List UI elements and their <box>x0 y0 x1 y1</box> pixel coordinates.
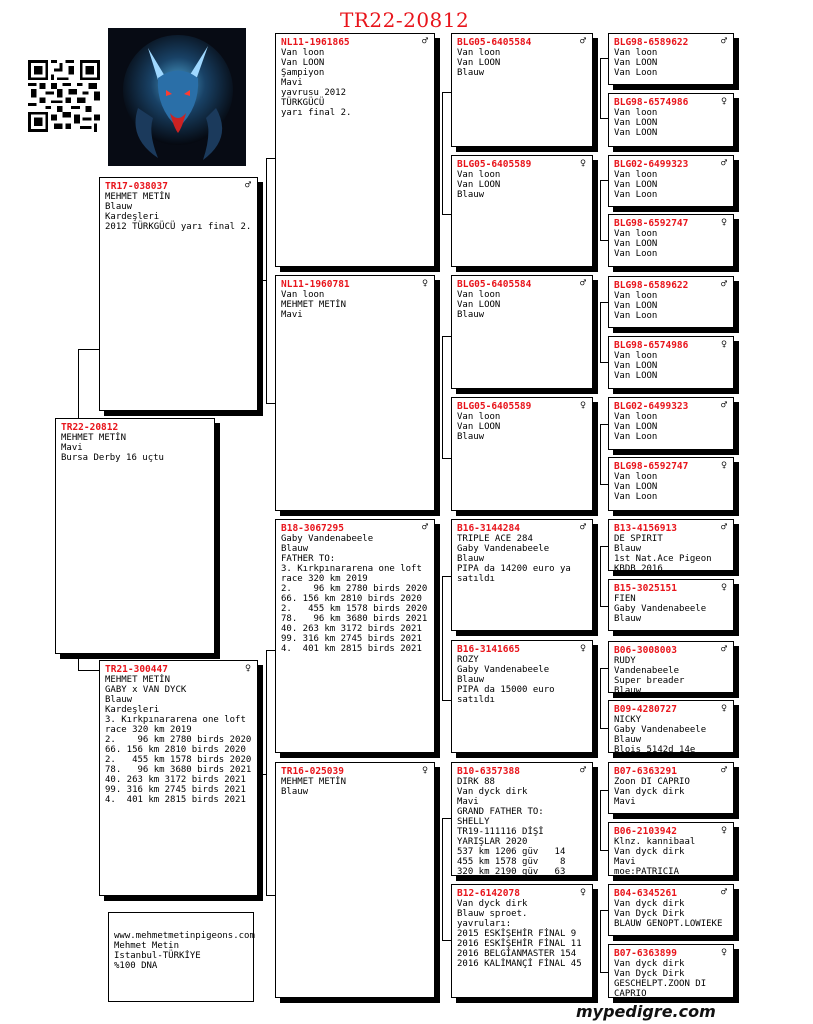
qr-code-icon <box>28 60 100 132</box>
pigeon-card[interactable] <box>451 762 593 876</box>
connector <box>600 118 608 119</box>
pigeon-card[interactable] <box>608 214 734 267</box>
pigeon-detail-line: CAPRIO <box>614 989 647 998</box>
sex-icon: ♀ <box>720 96 727 107</box>
sex-icon: ♀ <box>244 663 251 674</box>
pigeon-detail-line: RUDY <box>614 656 636 666</box>
sex-icon: ♂ <box>720 400 727 411</box>
connector <box>442 336 451 337</box>
pigeon-card[interactable] <box>608 155 734 207</box>
pigeon-detail-line: Van loon <box>614 108 658 118</box>
connector <box>600 362 608 363</box>
sex-icon: ♀ <box>579 887 586 898</box>
connector <box>442 458 451 459</box>
pigeon-card[interactable] <box>451 640 593 753</box>
pigeon-card[interactable] <box>608 579 734 631</box>
ring-number: BLG05-6405584 <box>457 37 532 48</box>
pigeon-detail-line: Van LOON <box>614 180 658 190</box>
pigeon-detail-line: 66. 156 km 2810 birds 2020 <box>281 594 422 604</box>
pigeon-detail-line: Blauw <box>457 190 485 200</box>
pigeon-card[interactable] <box>275 762 435 998</box>
pigeon-detail-line: 320 km 2190 güv 63 <box>457 867 566 876</box>
pigeon-detail-line: FIEN <box>614 594 636 604</box>
pigeon-detail-line: 40. 263 km 3172 birds 2021 <box>105 775 246 785</box>
pigeon-detail-line: Mavi <box>281 310 303 320</box>
pigeon-detail-line: Van dyck dirk <box>457 787 528 797</box>
pigeon-card[interactable] <box>451 519 593 631</box>
pigeon-detail-line: Blauw <box>457 68 485 78</box>
connector <box>442 336 443 458</box>
sex-icon: ♂ <box>244 180 251 191</box>
ring-number: TR16-025039 <box>281 766 344 777</box>
pigeon-detail-line: Van LOON <box>457 300 501 310</box>
pigeon-detail-line: 4. 401 km 2815 birds 2021 <box>105 795 246 805</box>
pigeon-card[interactable] <box>608 33 734 85</box>
pigeon-detail-line: YARIŞLAR 2020 <box>457 837 528 847</box>
pigeon-card[interactable] <box>608 762 734 814</box>
sex-icon: ♂ <box>720 158 727 169</box>
ring-number: TR22-20812 <box>61 422 119 433</box>
pigeon-detail-line: Van LOON <box>614 239 658 249</box>
sex-icon: ♂ <box>579 278 586 289</box>
connector <box>600 910 601 972</box>
pigeon-card[interactable] <box>608 336 734 389</box>
pigeon-detail-line: Van loon <box>614 412 658 422</box>
pigeon-detail-line: Van LOON <box>614 128 658 138</box>
pigeon-detail-line: Van dyck dirk <box>614 787 685 797</box>
owner-location: Istanbul-TÜRKİYE <box>114 951 201 961</box>
ring-number: B15-3025151 <box>614 583 677 594</box>
connector <box>600 58 608 59</box>
pigeon-detail-line: 99. 316 km 2745 birds 2021 <box>105 785 246 795</box>
pigeon-detail-line: 3. Kırkpınararena one loft <box>105 715 246 725</box>
pigeon-detail-line: Blauw sproet. <box>457 909 528 919</box>
connector <box>600 790 601 850</box>
pigeon-detail-line: Mavi <box>457 797 479 807</box>
connector <box>442 818 451 819</box>
sex-icon: ♂ <box>720 765 727 776</box>
connector <box>600 302 608 303</box>
connector <box>266 650 275 651</box>
connector <box>600 668 601 728</box>
ring-number: BLG05-6405584 <box>457 279 532 290</box>
pigeon-detail-line: MEHMET METİN <box>105 192 171 202</box>
owner-name: Mehmet Metin <box>114 941 180 951</box>
pigeon-detail-line: Van LOON <box>457 422 501 432</box>
connector <box>600 546 601 606</box>
owner-dna: %100 DNA <box>114 961 158 971</box>
sex-icon: ♀ <box>720 947 727 958</box>
pigeon-detail-line: Blauw <box>281 544 309 554</box>
pigeon-card[interactable] <box>275 275 435 511</box>
pigeon-detail-line: Van Loon <box>614 68 658 78</box>
pigeon-card[interactable] <box>608 944 734 998</box>
sex-icon: ♀ <box>579 400 586 411</box>
connector <box>600 424 608 425</box>
pigeon-detail-line: Blauw <box>614 735 642 745</box>
pigeon-detail-line: Van loon <box>457 412 501 422</box>
pigeon-detail-line: Van LOON <box>614 482 658 492</box>
pigeon-card[interactable] <box>608 641 734 693</box>
pigeon-detail-line: 2015 ESKİŞEHİR FİNAL 9 <box>457 929 577 939</box>
connector <box>600 728 608 729</box>
ring-number: B07-6363899 <box>614 948 677 959</box>
pigeon-detail-line: satıldı <box>457 695 495 705</box>
ring-number: TR21-300447 <box>105 664 168 675</box>
connector <box>600 606 608 607</box>
sex-icon: ♂ <box>579 765 586 776</box>
ring-number: B07-6363291 <box>614 766 677 777</box>
pigeon-detail-line: 537 km 1206 güv 14 <box>457 847 566 857</box>
pigeon-detail-line: Gaby Vandenabeele <box>281 534 374 544</box>
pigeon-detail-line: DIRK 88 <box>457 777 495 787</box>
ring-number: B09-4280727 <box>614 704 677 715</box>
connector <box>266 895 275 896</box>
connector <box>442 818 443 940</box>
sex-icon: ♂ <box>579 36 586 47</box>
pigeon-detail-line: GESCHELPT.ZOON DI <box>614 979 707 989</box>
connector <box>266 158 275 159</box>
ring-number: BLG98-6574986 <box>614 340 689 351</box>
pigeon-detail-line: BLAUW GENOPT.LOWIEKE <box>614 919 723 929</box>
ring-number: BLG02-6499323 <box>614 159 689 170</box>
pigeon-detail-line: MEHMET METİN <box>281 777 347 787</box>
pigeon-detail-line: 2. 455 km 1578 birds 2020 <box>105 755 252 765</box>
ring-number: NL11-1961865 <box>281 37 350 48</box>
sex-icon: ♀ <box>421 765 428 776</box>
pigeon-detail-line: Şampiyon <box>281 68 325 78</box>
pigeon-detail-line: Mavi <box>614 857 636 867</box>
pigeon-detail-line: yavrusu 2012 <box>281 88 347 98</box>
pigeon-card[interactable] <box>608 457 734 511</box>
pigeon-detail-line: Kardeşleri <box>105 705 160 715</box>
pigeon-detail-line: Mavi <box>614 797 636 807</box>
connector <box>600 910 608 911</box>
pigeon-detail-line: 40. 263 km 3172 birds 2021 <box>281 624 422 634</box>
sex-icon: ♂ <box>720 36 727 47</box>
pigeon-detail-line: Van Loon <box>614 249 658 259</box>
sex-icon: ♀ <box>579 643 586 654</box>
pigeon-detail-line: Bursa Derby 16 uçtu <box>61 453 164 463</box>
owner-website[interactable]: www.mehmetmetinpigeons.com <box>114 931 255 941</box>
ring-number: BLG98-6592747 <box>614 461 689 472</box>
pigeon-detail-line: Blauw <box>614 686 642 693</box>
sex-icon: ♀ <box>720 217 727 228</box>
pigeon-card[interactable] <box>451 33 593 147</box>
pigeon-detail-line: Blauw <box>614 544 642 554</box>
sex-icon: ♂ <box>720 887 727 898</box>
pigeon-detail-line: Gaby Vandenabeele <box>457 665 550 675</box>
ring-number: B18-3067295 <box>281 523 344 534</box>
pigeon-detail-line: ROZY <box>457 655 479 665</box>
pigeon-detail-line: GABY x VAN DYCK <box>105 685 187 695</box>
pigeon-detail-line: KBDB 2016 <box>614 564 663 571</box>
pigeon-detail-line: Van dyck dirk <box>614 959 685 969</box>
ring-number: TR17-038037 <box>105 181 168 192</box>
connector <box>442 92 443 214</box>
pigeon-detail-line: 2. 96 km 2780 birds 2020 <box>281 584 428 594</box>
pigeon-detail-line: TÜRKGÜCÜ <box>281 98 325 108</box>
connector <box>78 349 99 350</box>
pigeon-card[interactable] <box>451 884 593 998</box>
pigeon-detail-line: Van Loon <box>614 492 658 502</box>
pigeon-detail-line: Blauw <box>281 787 309 797</box>
pigeon-detail-line: 4. 401 km 2815 birds 2021 <box>281 644 422 654</box>
pigeon-detail-line: Mavi <box>281 78 303 88</box>
pigeon-detail-line: Van LOON <box>614 361 658 371</box>
sex-icon: ♀ <box>579 158 586 169</box>
connector <box>600 424 601 484</box>
connector <box>266 158 267 403</box>
sex-icon: ♂ <box>421 522 428 533</box>
ring-number: BLG98-6589622 <box>614 37 689 48</box>
pigeon-card[interactable] <box>608 884 734 936</box>
pigeon-detail-line: 99. 316 km 2745 birds 2021 <box>281 634 422 644</box>
pigeon-card[interactable] <box>608 397 734 450</box>
pigeon-detail-line: Van LOON <box>614 422 658 432</box>
connector <box>258 280 266 281</box>
pigeon-detail-line: Blauw <box>457 310 485 320</box>
ring-number: B06-2103942 <box>614 826 677 837</box>
sex-icon: ♀ <box>720 339 727 350</box>
pigeon-detail-line: Blauw <box>457 554 485 564</box>
pigeon-detail-line: Gaby Vandenabeele <box>457 544 550 554</box>
pigeon-detail-line: Super breader <box>614 676 685 686</box>
pigeon-detail-line: Blauw <box>105 695 133 705</box>
page-title: TR22-20812 <box>340 8 470 32</box>
owner-info-box <box>108 912 254 1002</box>
ring-number: B16-3144284 <box>457 523 520 534</box>
pigeon-detail-line: 78. 96 km 3680 birds 2021 <box>105 765 252 775</box>
ring-number: B04-6345261 <box>614 888 677 899</box>
pigeon-card[interactable] <box>608 822 734 876</box>
pigeon-card[interactable] <box>99 177 258 411</box>
sex-icon: ♂ <box>579 522 586 533</box>
pigeon-detail-line: MEHMET METİN <box>61 433 127 443</box>
ring-number: NL11-1960781 <box>281 279 350 290</box>
pigeon-detail-line: 2012 TÜRKGÜCÜ yarı final 2. <box>105 222 252 232</box>
sex-icon: ♀ <box>720 460 727 471</box>
pigeon-detail-line: 78. 96 km 3680 birds 2021 <box>281 614 428 624</box>
pigeon-detail-line: 2. 96 km 2780 birds 2020 <box>105 735 252 745</box>
pigeon-detail-line: Van dyck dirk <box>457 899 528 909</box>
connector <box>600 180 601 240</box>
pigeon-detail-line: Van loon <box>614 472 658 482</box>
pigeon-detail-line: Van Loon <box>614 311 658 321</box>
pigeon-detail-line: GRAND FATHER TO: <box>457 807 544 817</box>
pigeon-detail-line: Van dyck dirk <box>614 847 685 857</box>
pigeon-detail-line: 66. 156 km 2810 birds 2020 <box>105 745 246 755</box>
pigeon-card[interactable] <box>275 519 435 753</box>
ring-number: BLG98-6592747 <box>614 218 689 229</box>
pigeon-detail-line: Van loon <box>614 48 658 58</box>
ring-number: BLG02-6499323 <box>614 401 689 412</box>
pigeon-card[interactable] <box>55 418 215 654</box>
pigeon-card[interactable] <box>451 155 593 267</box>
pigeon-detail-line: Van loon <box>281 48 325 58</box>
ring-number: B13-4156913 <box>614 523 677 534</box>
sex-icon: ♀ <box>720 703 727 714</box>
pigeon-detail-line: Van LOON <box>614 371 658 381</box>
pigeon-detail-line: Gaby Vandenabeele <box>614 604 707 614</box>
pigeon-detail-line: Blauw <box>614 614 642 624</box>
pigeon-detail-line: 2016 BELGİANMASTER 154 <box>457 949 577 959</box>
pigeon-card[interactable] <box>608 93 734 147</box>
pigeon-detail-line: Van LOON <box>614 301 658 311</box>
pigeon-detail-line: MEHMET METİN <box>281 300 347 310</box>
pigeon-detail-line: 2. 455 km 1578 birds 2020 <box>281 604 428 614</box>
pigeon-detail-line: Van Dyck Dirk <box>614 909 685 919</box>
pigeon-detail-line: Gaby Vandenabeele <box>614 725 707 735</box>
pigeon-detail-line: Van LOON <box>281 58 325 68</box>
pigeon-card[interactable] <box>608 519 734 571</box>
connector <box>442 700 451 701</box>
pigeon-detail-line: Mavi <box>61 443 83 453</box>
pigeon-detail-line: race 320 km 2019 <box>105 725 192 735</box>
brand-logo[interactable]: mypedigre.com <box>576 1002 716 1021</box>
sex-icon: ♂ <box>720 279 727 290</box>
pigeon-detail-line: Blauw <box>105 202 133 212</box>
pigeon-detail-line: Van loon <box>457 170 501 180</box>
pigeon-card[interactable] <box>608 276 734 328</box>
connector <box>442 576 451 577</box>
ring-number: BLG98-6589622 <box>614 280 689 291</box>
connector <box>600 790 608 791</box>
ring-number: B16-3141665 <box>457 644 520 655</box>
pigeon-detail-line: 1st Nat.Ace Pigeon <box>614 554 712 564</box>
pigeon-detail-line: 2016 ESKİŞEHİR FİNAL 11 <box>457 939 582 949</box>
pigeon-detail-line: yarı final 2. <box>281 108 352 118</box>
pigeon-detail-line: PIPA da 15000 euro <box>457 685 555 695</box>
connector <box>442 214 451 215</box>
connector <box>78 670 99 671</box>
sex-icon: ♀ <box>720 582 727 593</box>
pigeon-detail-line: DE SPIRIT <box>614 534 663 544</box>
connector <box>600 850 608 851</box>
ring-number: B06-3008003 <box>614 645 677 656</box>
pigeon-detail-line: satıldı <box>457 574 495 584</box>
pigeon-detail-line: Vandenabeele <box>614 666 680 676</box>
pigeon-detail-line: 455 km 1578 güv 8 <box>457 857 566 867</box>
connector <box>600 668 608 669</box>
pigeon-detail-line: Zoon DI CAPRIO <box>614 777 690 787</box>
pigeon-detail-line: Van loon <box>614 170 658 180</box>
pigeon-card[interactable] <box>451 397 593 511</box>
pigeon-detail-line: Blauw <box>457 432 485 442</box>
pigeon-detail-line: Van loon <box>614 291 658 301</box>
pigeon-detail-line: Klnz. kannibaal <box>614 837 696 847</box>
pigeon-detail-line: TR19-111116 DİŞİ <box>457 827 544 837</box>
pigeon-detail-line: Van Loon <box>614 432 658 442</box>
connector <box>266 403 275 404</box>
ring-number: B12-6142078 <box>457 888 520 899</box>
pigeon-detail-line: 3. Kırkpınararena one loft <box>281 564 422 574</box>
dragon-photo <box>108 28 246 166</box>
pigeon-detail-line: Van LOON <box>614 58 658 68</box>
pigeon-detail-line: Van Dyck Dirk <box>614 969 685 979</box>
pigeon-detail-line: Van loon <box>614 229 658 239</box>
pigeon-detail-line: yavruları: <box>457 919 512 929</box>
pigeon-detail-line: race 320 km 2019 <box>281 574 368 584</box>
connector <box>266 650 267 895</box>
pigeon-detail-line: Van Loon <box>614 190 658 200</box>
pigeon-detail-line: Van loon <box>281 290 325 300</box>
pigeon-detail-line: Van loon <box>457 290 501 300</box>
sex-icon: ♂ <box>421 36 428 47</box>
pigeon-card[interactable] <box>275 33 435 267</box>
sex-icon: ♂ <box>720 644 727 655</box>
ring-number: B10-6357388 <box>457 766 520 777</box>
connector <box>258 774 266 775</box>
pigeon-detail-line: Blauw <box>457 675 485 685</box>
pigeon-detail-line: Van loon <box>614 351 658 361</box>
pigeon-detail-line: moe:PATRICIA <box>614 867 680 876</box>
connector <box>442 92 451 93</box>
connector <box>600 484 608 485</box>
ring-number: BLG05-6405589 <box>457 159 532 170</box>
sex-icon: ♀ <box>421 278 428 289</box>
pigeon-detail-line: Van LOON <box>457 180 501 190</box>
pigeon-detail-line: 2016 KALİMANÇİ FİNAL 45 <box>457 959 582 969</box>
connector <box>442 940 451 941</box>
pigeon-detail-line: Van LOON <box>457 58 501 68</box>
sex-icon: ♀ <box>720 825 727 836</box>
pigeon-detail-line: Van LOON <box>614 118 658 128</box>
connector <box>600 240 608 241</box>
connector <box>600 972 608 973</box>
pigeon-detail-line: Blois 5142d 14e <box>614 745 696 753</box>
pigeon-detail-line: MEHMET METİN <box>105 675 171 685</box>
connector <box>600 302 601 362</box>
pigeon-card[interactable] <box>99 660 258 896</box>
pigeon-detail-line: FATHER TO: <box>281 554 336 564</box>
pigeon-detail-line: NICKY <box>614 715 642 725</box>
pigeon-detail-line: TRIPLE ACE 284 <box>457 534 533 544</box>
pigeon-detail-line: SHELLY <box>457 817 490 827</box>
connector <box>600 58 601 118</box>
pigeon-card[interactable] <box>451 275 593 389</box>
connector <box>600 546 608 547</box>
ring-number: BLG98-6574986 <box>614 97 689 108</box>
connector <box>442 576 443 700</box>
pigeon-detail-line: Van dyck dirk <box>614 899 685 909</box>
ring-number: BLG05-6405589 <box>457 401 532 412</box>
pigeon-detail-line: Kardeşleri <box>105 212 160 222</box>
pigeon-detail-line: Van loon <box>457 48 501 58</box>
pigeon-card[interactable] <box>608 700 734 753</box>
connector <box>600 180 608 181</box>
pigeon-detail-line: PIPA da 14200 euro ya <box>457 564 571 574</box>
sex-icon: ♂ <box>720 522 727 533</box>
